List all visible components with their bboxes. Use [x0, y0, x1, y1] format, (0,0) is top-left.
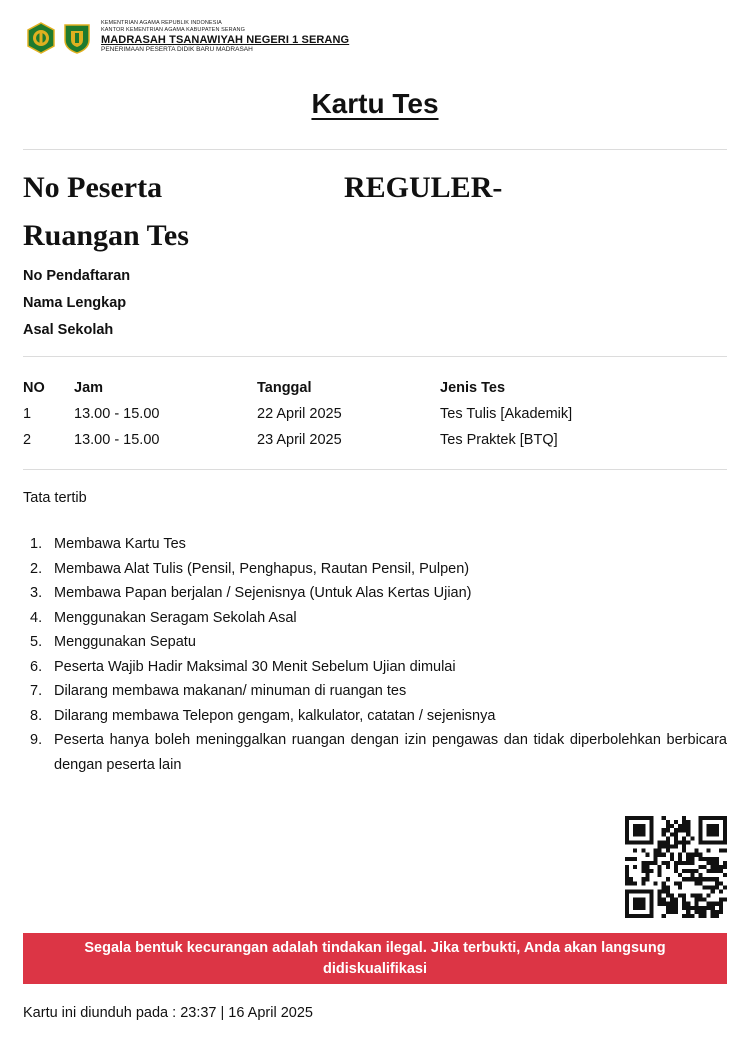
table-cell: 2 — [23, 432, 32, 448]
no-pendaftaran-label: No Pendaftaran — [23, 268, 131, 284]
column-header: NO — [23, 380, 45, 396]
table-cell: 23 April 2025 — [257, 432, 342, 448]
download-timestamp: Kartu ini diunduh pada : 23:37 | 16 April 2025 — [23, 1005, 313, 1021]
ministry-name: KEMENTRIAN AGAMA REPUBLIK INDONESIA — [101, 20, 222, 26]
asal-sekolah-label: Asal Sekolah — [23, 322, 114, 338]
list-item: 8. Dilarang membawa Telepon gengam, kalkulator, catatan / sejenisnya — [30, 707, 496, 724]
table-cell: 13.00 - 15.00 — [74, 432, 160, 448]
list-item: 6. Peserta Wajib Hadir Maksimal 30 Menit Sebelum Ujian dimulai — [30, 658, 456, 675]
table-cell: 22 April 2025 — [257, 406, 342, 422]
divider — [23, 469, 727, 470]
table-cell: 1 — [23, 406, 32, 422]
list-item: 2. Membawa Alat Tulis (Pensil, Penghapus, Rautan Pensil, Pulpen) — [30, 560, 470, 577]
list-item: 5. Menggunakan Sepatu — [30, 634, 196, 650]
column-header: Tanggal — [257, 380, 312, 396]
qr-code-icon — [625, 816, 727, 918]
warning-banner: Segala bentuk kecurangan adalah tindakan ilegal. Jika terbukti, Anda akan langsung didiskualifikasi — [23, 933, 727, 984]
page-title: Kartu Tes — [311, 88, 439, 119]
divider — [23, 149, 727, 150]
list-item: 7. Dilarang membawa makanan/ minuman di ruangan tes — [30, 683, 407, 699]
header-subtitle: PENERIMAAN PESERTA DIDIK BARU MADRASAH — [101, 46, 253, 53]
rules-list — [30, 532, 727, 777]
kabupaten-serang-logo-icon — [62, 22, 92, 54]
rules-title: Tata tertib — [23, 490, 87, 506]
list-item: 9. Peserta hanya boleh meninggalkan ruangan dengan izin pengawas dan tidak diperbolehkan berbicara dengan peserta lain — [30, 732, 727, 773]
divider — [23, 356, 727, 357]
column-header: Jam — [74, 380, 104, 396]
table-cell: Tes Praktek [BTQ] — [440, 432, 558, 448]
letterhead — [26, 18, 349, 62]
category-label: REGULER- — [344, 171, 503, 204]
list-item: 3. Membawa Papan berjalan / Sejenisnya (Untuk Alas Kertas Ujian) — [30, 585, 472, 601]
no-peserta-label: No Peserta — [23, 171, 163, 204]
table-cell: Tes Tulis [Akademik] — [440, 406, 573, 422]
ruangan-label: Ruangan Tes — [23, 219, 189, 252]
school-name: MADRASAH TSANAWIYAH NEGERI 1 SERANG — [101, 34, 350, 46]
kemenag-logo-icon — [26, 22, 56, 54]
column-header: Jenis Tes — [440, 380, 506, 396]
list-item: 4. Menggunakan Seragam Sekolah Asal — [30, 609, 297, 626]
table-cell: 13.00 - 15.00 — [74, 406, 160, 422]
nama-lengkap-label: Nama Lengkap — [23, 295, 127, 311]
office-name: KANTOR KEMENTRIAN AGAMA KABUPATEN SERANG — [101, 26, 245, 33]
list-item: 1. Membawa Kartu Tes — [30, 536, 186, 552]
